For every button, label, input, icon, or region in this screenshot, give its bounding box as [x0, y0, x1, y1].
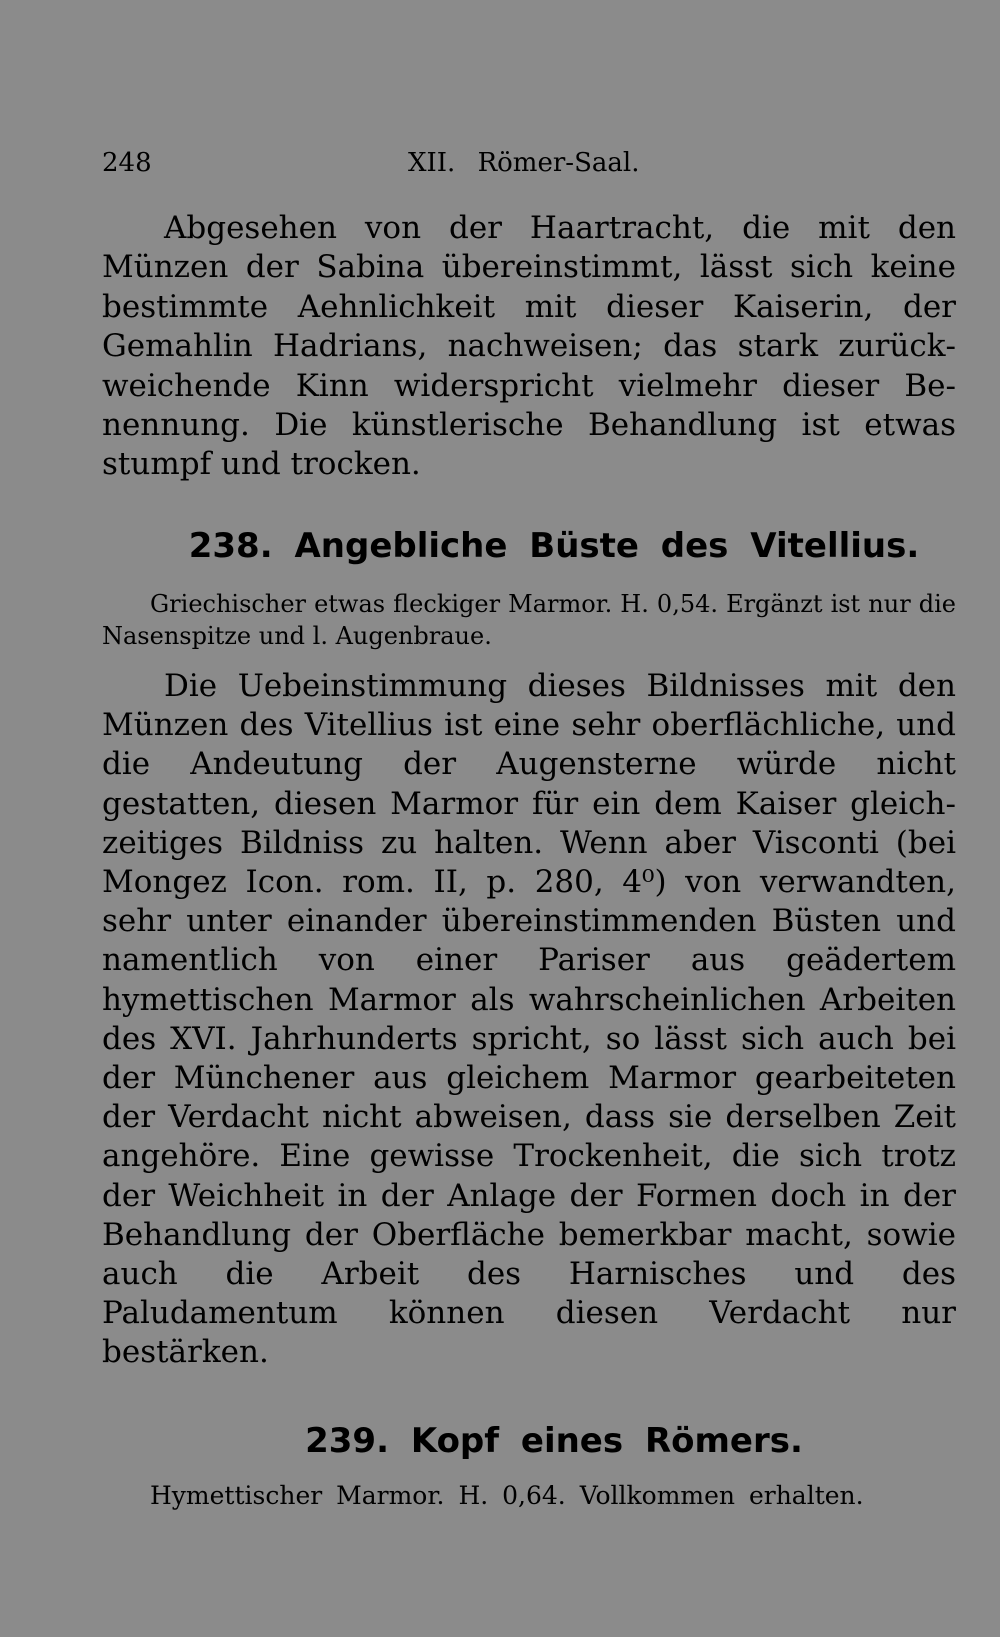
running-title: XII. Römer-Saal.	[408, 148, 640, 178]
entry-heading-239: 239. Kopf eines Römers.	[305, 1421, 803, 1461]
book-page	[102, 0, 956, 1637]
entry-heading-238: 238. Angebliche Büste des Vitellius.	[188, 526, 920, 566]
entry-note-239: Hymettischer Marmor. H. 0,64. Vollkommen erhalten.	[150, 1481, 864, 1510]
entry-note-238: Griechischer etwas fleckiger Marmor. H. 0,54. Ergänzt ist nur die Nasenspitze und l. Augenbraue.	[102, 590, 956, 650]
paragraph-sabina-comparison: Abgesehen von der Haartracht, die mit den Münzen der Sabina übereinstimmt, lässt sich keine bestimmte Aehnlichkeit mit dieser Kaiserin, der Gemahlin Hadrians, nachweisen; das stark zurückweichende Kinn widerspricht vielmehr dieser Benennung. Die künstlerische Behandlung ist etwas stumpf und trocken.	[102, 210, 956, 483]
paragraph-vitellius-discussion: Die Uebeinstimmung dieses Bildnisses mit den Münzen des Vitellius ist eine sehr oberflächliche, und die Andeutung der Augensterne würde nicht gestatten, diesen Marmor für ein dem Kaiser gleichzeitiges Bildniss zu halten. Wenn aber Visconti (bei Mongez Icon. rom. II, p. 280, 4⁰) von verwandten, sehr unter einander übereinstimmenden Büsten und namentlich von einer Pariser aus geädertem hymettischen Marmor als wahrscheinlichen Arbeiten des XVI. Jahrhunderts spricht, so lässt sich auch bei der Münchener aus gleichem Marmor gearbeiteten der Verdacht nicht abweisen, dass sie derselben Zeit angehöre. Eine gewisse Trockenheit, die sich trotz der Weichheit in der Anlage der Formen doch in der Behandlung der Oberfläche bemerkbar macht, sowie auch die Arbeit des Harnisches und des Paludamentum können diesen Verdacht nur bestärken.	[102, 668, 956, 1371]
page-number: 248	[102, 148, 152, 178]
running-head	[102, 146, 956, 180]
